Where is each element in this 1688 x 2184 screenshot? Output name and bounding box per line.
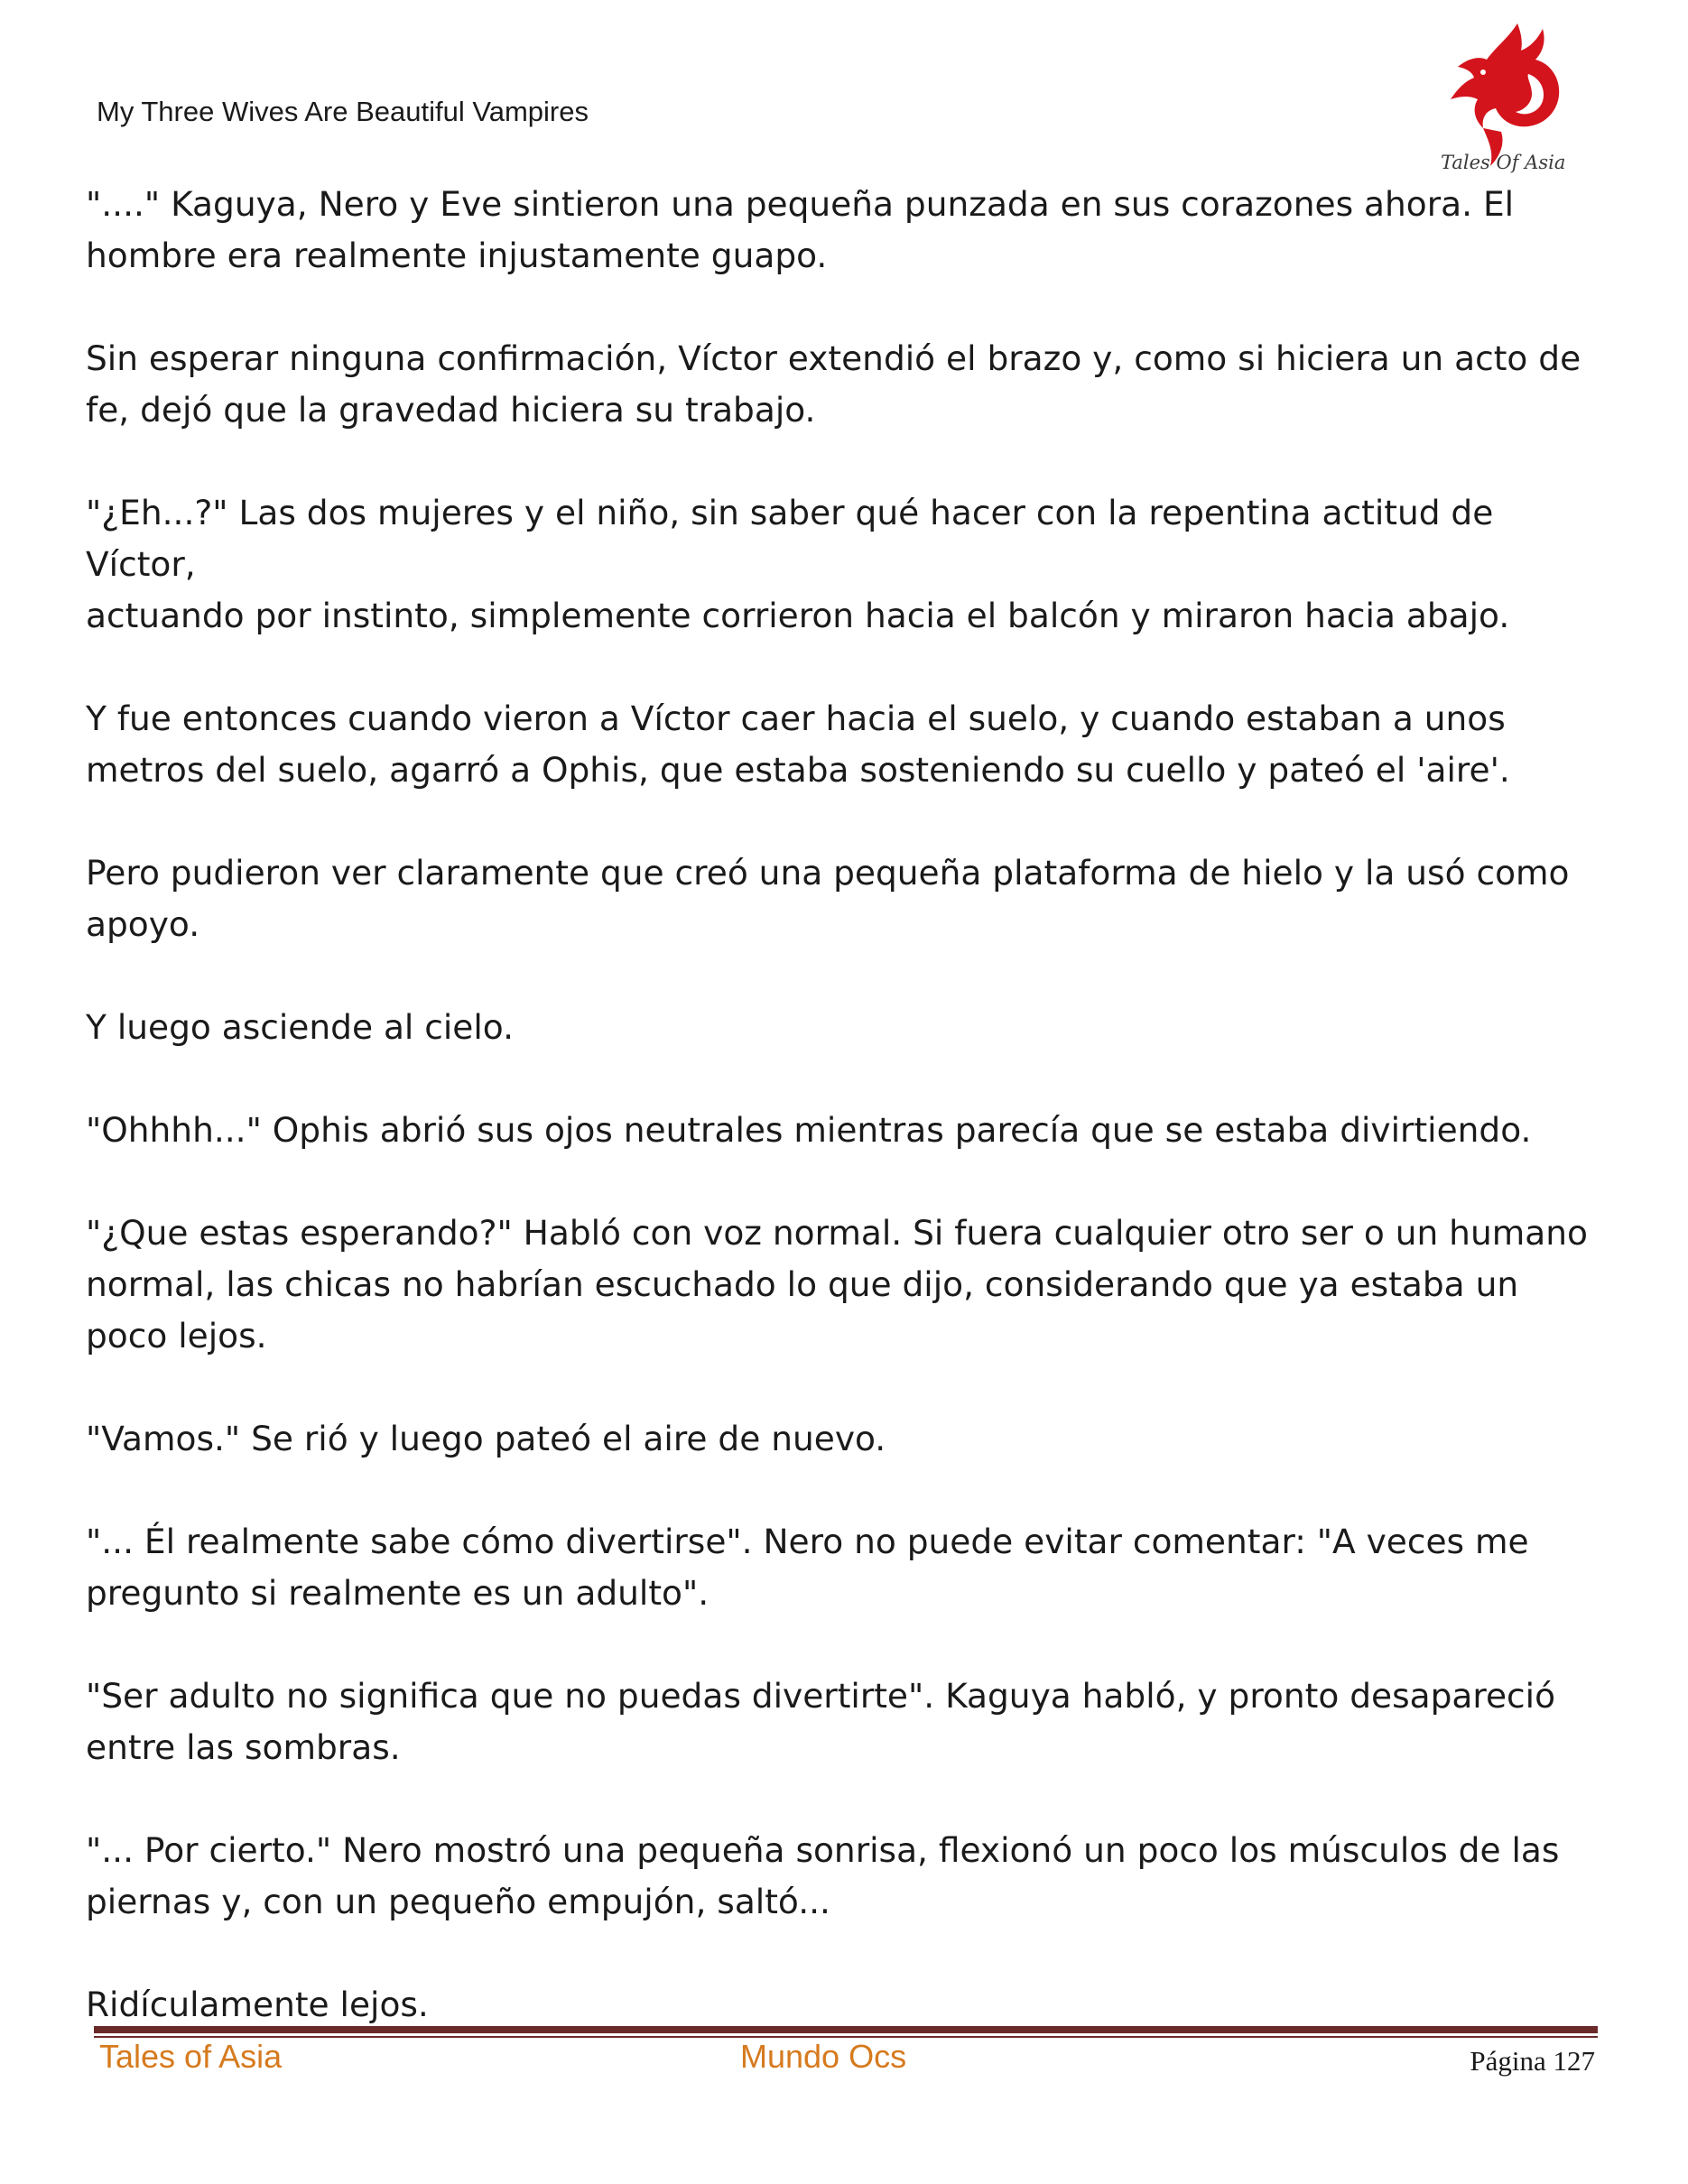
paragraph: "Ohhhh..." Ophis abrió sus ojos neutrales mientras parecía que se estaba divirtiendo. <box>86 1110 1532 1150</box>
footer-publisher: Tales of Asia <box>99 2038 283 2075</box>
paragraph: Pero pudieron ver claramente que creó una pequeña plataforma de hielo y la usó como apoyo. <box>86 853 1570 944</box>
page-number: Página 127 <box>1470 2045 1595 2077</box>
book-title: My Three Wives Are Beautiful Vampires <box>97 96 589 127</box>
paragraph: "Ser adulto no significa que no puedas divertirte". Kaguya habló, y pronto desapareció entre las sombras. <box>86 1676 1556 1767</box>
paragraph: Sin esperar ninguna confirmación, Víctor extendió el brazo y, como si hiciera un acto de fe, dejó que la gravedad hiciera su trabajo. <box>86 338 1581 430</box>
paragraph: "... Por cierto." Nero mostró una pequeña sonrisa, flexionó un poco los músculos de las piernas y, con un pequeño empujón, saltó... <box>86 1830 1560 1921</box>
chapter-body <box>86 179 1611 2082</box>
footer-divider <box>94 2026 1598 2033</box>
paragraph: "...." Kaguya, Nero y Eve sintieron una pequeña punzada en sus corazones ahora. El hombre era realmente injustamente guapo. <box>86 184 1515 275</box>
paragraph: "¿Que estas esperando?" Habló con voz normal. Si fuera cualquier otro ser o un humano normal, las chicas no habrían escuchado lo que dijo, considerando que ya estaba un poco lejos. <box>86 1213 1588 1356</box>
logo-text: Tales Of Asia <box>1441 152 1566 173</box>
footer-site: Mundo Ocs <box>740 2038 907 2075</box>
paragraph: "Vamos." Se rió y luego pateó el aire de nuevo. <box>86 1419 886 1458</box>
paragraph: Y luego asciende al cielo. <box>86 1007 514 1047</box>
paragraph: Ridículamente lejos. <box>86 1985 429 2024</box>
paragraph: Y fue entonces cuando vieron a Víctor caer hacia el suelo, y cuando estaban a unos metros del suelo, agarró a Ophis, que estaba sosteniendo su cuello y pateó el 'aire'. <box>86 699 1510 790</box>
paragraph: "¿Eh...?" Las dos mujeres y el niño, sin saber qué hacer con la repentina actitud de Víctor, actuando por instinto, simplemente corrieron hacia el balcón y miraron hacia abajo. <box>86 493 1510 635</box>
paragraph: "... Él realmente sabe cómo divertirse". Nero no puede evitar comentar: "A veces me pregunto si realmente es un adulto". <box>86 1522 1529 1613</box>
